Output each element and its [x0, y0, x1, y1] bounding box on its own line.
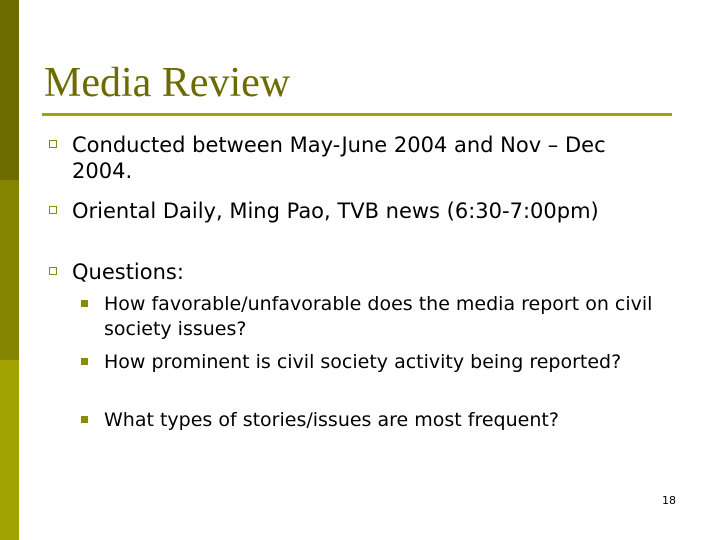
hollow-square-bullet-icon [49, 206, 57, 214]
hollow-square-bullet-icon [49, 140, 57, 148]
page-number: 18 [662, 494, 676, 507]
bullet-text: Questions: [72, 260, 184, 284]
sub-bullet-text: What types of stories/issues are most frequent? [104, 409, 559, 431]
sub-bullet-item [104, 292, 684, 342]
slide-title: Media Review [44, 60, 291, 106]
bullet-item [72, 198, 672, 224]
title-underline-divider [42, 113, 672, 116]
sub-bullet-text: How prominent is civil society activity being reported? [104, 351, 622, 373]
bullet-item [72, 132, 672, 184]
sidebar-stripe-middle [0, 180, 19, 360]
bullet-text: Oriental Daily, Ming Pao, TVB news (6:30-7:00pm) [72, 199, 599, 223]
hollow-square-bullet-icon [49, 267, 57, 275]
bullet-text: Conducted between May-June 2004 and Nov – Dec 2004. [72, 133, 606, 183]
sidebar-stripe-top [0, 0, 19, 180]
sub-bullet-item [104, 350, 684, 375]
filled-square-bullet-icon [81, 300, 88, 307]
sub-bullet-text: How favorable/unfavorable does the media report on civil society issues? [104, 293, 653, 340]
sub-bullet-item [104, 408, 684, 433]
filled-square-bullet-icon [81, 416, 88, 423]
sidebar-stripe-bottom [0, 360, 19, 540]
filled-square-bullet-icon [81, 358, 88, 365]
bullet-item [72, 259, 672, 285]
